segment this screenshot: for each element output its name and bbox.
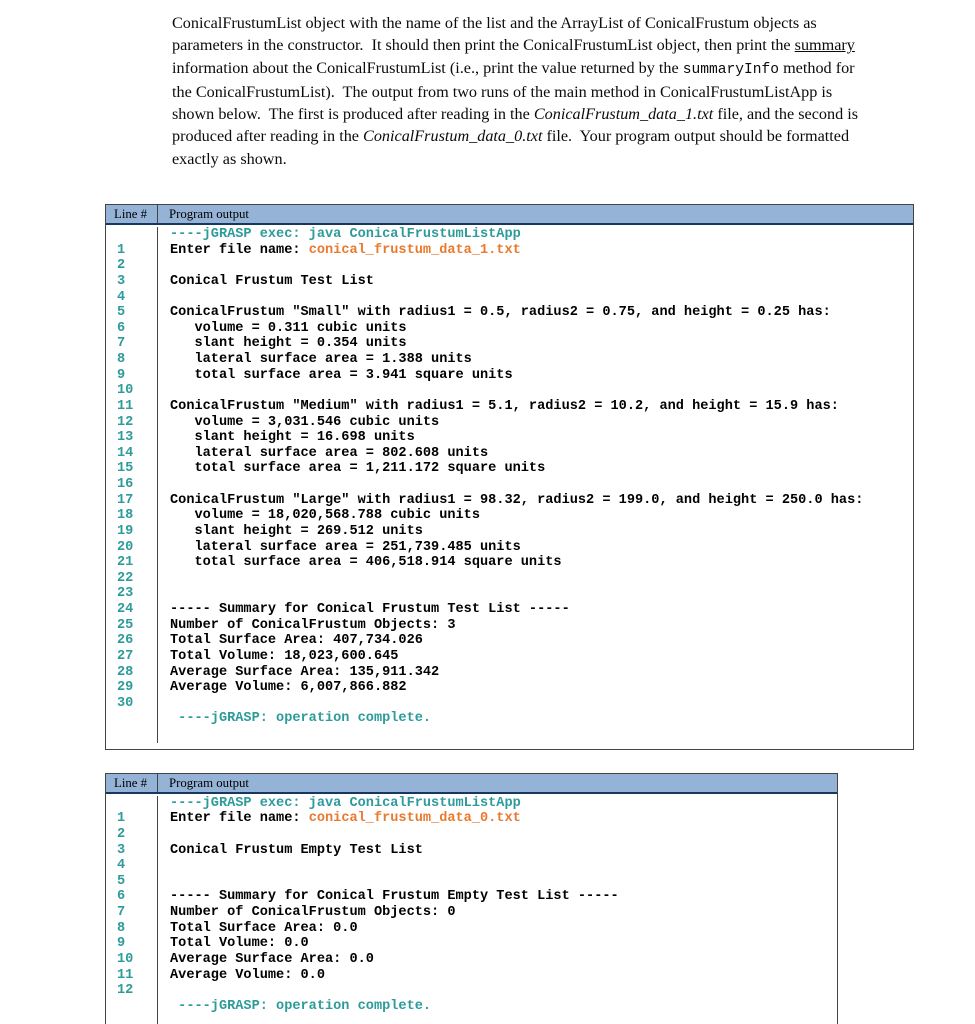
output-line [106,540,913,556]
line-text [158,290,913,306]
program-output-text: ConicalFrustum "Medium" with radius1 = 5.1, radius2 = 10.2, and height = 15.9 has: [170,398,839,414]
line-text [158,889,837,905]
line-number: 12 [106,983,158,999]
line-number [106,711,158,727]
line-text [158,446,913,462]
paragraph-run-underline: summary [794,36,855,55]
output-line [106,602,913,618]
output-line [106,274,913,290]
paragraph-run-normal: file. Your program output should be formatted exactly as shown. [172,127,854,168]
program-output-text: lateral surface area = 251,739.485 units [170,539,521,555]
output-line [106,461,913,477]
line-text [158,415,913,431]
output-line [106,555,913,571]
table-header [106,205,913,225]
output-line [106,999,837,1015]
output-line [106,968,837,984]
paragraph-run-italic: ConicalFrustum_data_1.txt [533,105,714,124]
line-number: 20 [106,540,158,556]
output-line [106,383,913,399]
line-text [158,874,837,890]
program-output-text: Total Surface Area: 0.0 [170,920,358,936]
line-text [158,493,913,509]
output-line [106,352,913,368]
line-number: 1 [106,243,158,259]
output-line [106,618,913,634]
program-output-text: slant height = 269.512 units [170,523,423,539]
line-text [158,352,913,368]
line-number [106,227,158,243]
line-number: 12 [106,415,158,431]
line-number: 4 [106,290,158,306]
line-number [106,1014,158,1024]
line-text [158,968,837,984]
program-output-text: Average Surface Area: 135,911.342 [170,664,440,680]
program-output-text: ----- Summary for Conical Frustum Test List ----- [170,602,570,618]
line-number: 6 [106,321,158,337]
output-line [106,571,913,587]
program-output-text: Average Volume: 0.0 [170,967,325,983]
line-number: 11 [106,399,158,415]
output-line [106,633,913,649]
table-header [106,774,837,794]
line-number: 9 [106,936,158,952]
line-number: 17 [106,493,158,509]
line-text [158,571,913,587]
line-number: 14 [106,446,158,462]
program-output-text: total surface area = 406,518.914 square units [170,555,562,571]
line-text [158,680,913,696]
line-text [158,508,913,524]
line-text [158,633,913,649]
table-body [106,225,913,749]
program-output-text: Number of ConicalFrustum Objects: 0 [170,905,456,921]
output-line [106,680,913,696]
line-text [158,1014,837,1024]
program-output-text: volume = 0.311 cubic units [170,320,407,336]
line-number: 28 [106,665,158,681]
output-line [106,649,913,665]
line-number: 27 [106,649,158,665]
line-text [158,430,913,446]
output-line [106,415,913,431]
line-text [158,843,837,859]
output-line [106,665,913,681]
output-line [106,508,913,524]
program-output-text: lateral surface area = 1.388 units [170,352,472,368]
output-line [106,811,837,827]
line-number: 2 [106,827,158,843]
line-number: 1 [106,811,158,827]
line-number: 7 [106,905,158,921]
line-number: 3 [106,274,158,290]
jgrasp-message-text: ----jGRASP: operation complete. [170,998,432,1014]
paragraph-run-normal: ConicalFrustumList object with the name of the list and the ArrayList of ConicalFrustum objects as parameters in the constructor. It should then print the ConicalFrustumList object, then print the [172,14,821,55]
table-body [106,794,837,1024]
output-table-run-2 [105,773,838,1024]
line-text [158,649,913,665]
line-text [158,368,913,384]
output-line [106,243,913,259]
line-number [106,796,158,812]
line-number: 16 [106,477,158,493]
output-line [106,727,913,743]
output-line [106,446,913,462]
line-text [158,727,913,743]
output-line [106,227,913,243]
line-number: 22 [106,571,158,587]
output-line [106,493,913,509]
line-number-column-header: Line # [106,774,158,792]
jgrasp-message-text: ----jGRASP exec: java ConicalFrustumListApp [170,795,521,811]
line-number [106,727,158,743]
line-text [158,524,913,540]
program-output-text: volume = 18,020,568.788 cubic units [170,508,480,524]
line-text [158,936,837,952]
user-input-text: conical_frustum_data_0.txt [308,811,521,827]
jgrasp-message-text: ----jGRASP: operation complete. [170,711,432,727]
program-output-text: Total Volume: 18,023,600.645 [170,648,399,664]
output-line [106,711,913,727]
line-number: 11 [106,968,158,984]
paragraph-run-mono: summaryInfo [682,61,780,78]
program-output-text: Conical Frustum Empty Test List [170,842,423,858]
paragraph-run-normal: information about the ConicalFrustumList (i.e., print the value returned by the [172,36,859,77]
line-number: 3 [106,843,158,859]
output-line [106,477,913,493]
output-line [106,336,913,352]
output-line [106,586,913,602]
line-number: 23 [106,586,158,602]
line-text [158,243,913,259]
line-text [158,618,913,634]
line-text [158,921,837,937]
line-text [158,399,913,415]
line-text [158,461,913,477]
output-line [106,936,837,952]
program-output-column-header: Program output [169,207,249,222]
output-line [106,874,837,890]
paragraph-run-normal: file, and the second is produced after reading in the [172,105,863,146]
line-text [158,602,913,618]
program-output-text: ----- Summary for Conical Frustum Empty Test List ----- [170,889,619,905]
line-number: 9 [106,368,158,384]
line-text [158,983,837,999]
program-output-text: ConicalFrustum "Small" with radius1 = 0.5, radius2 = 0.75, and height = 0.25 has: [170,305,831,321]
line-text [158,540,913,556]
output-line [106,399,913,415]
line-text [158,586,913,602]
output-line [106,321,913,337]
line-text [158,952,837,968]
line-text [158,665,913,681]
line-number: 10 [106,383,158,399]
program-output-text: Number of ConicalFrustum Objects: 3 [170,617,456,633]
line-number-column-header: Line # [106,205,158,223]
program-output-text: Average Volume: 6,007,866.882 [170,680,407,696]
line-text [158,555,913,571]
line-text [158,258,913,274]
line-number: 30 [106,696,158,712]
output-line [106,843,837,859]
line-number: 5 [106,874,158,890]
output-line [106,827,837,843]
line-text [158,336,913,352]
program-output-text: slant height = 16.698 units [170,430,415,446]
output-line [106,368,913,384]
output-line [106,858,837,874]
line-text [158,905,837,921]
output-line [106,952,837,968]
line-number [106,999,158,1015]
line-number: 5 [106,305,158,321]
line-number: 15 [106,461,158,477]
output-line [106,258,913,274]
line-text [158,999,837,1015]
line-text [158,477,913,493]
output-line [106,905,837,921]
line-text [158,383,913,399]
program-output-text: total surface area = 3.941 square units [170,367,513,383]
output-line [106,290,913,306]
line-number: 7 [106,336,158,352]
output-line [106,305,913,321]
output-line [106,696,913,712]
line-number: 19 [106,524,158,540]
program-output-text: ConicalFrustum "Large" with radius1 = 98.32, radius2 = 199.0, and height = 250.0 has: [170,492,864,508]
jgrasp-message-text: ----jGRASP exec: java ConicalFrustumListApp [170,227,521,243]
line-number: 6 [106,889,158,905]
program-output-text: Conical Frustum Test List [170,273,374,289]
paragraph-run-normal: method for the ConicalFrustumList). The output from two runs of the main method in ConicalFrustumListApp is shown below. The first is produced after reading in the [172,58,859,124]
line-number: 29 [106,680,158,696]
output-line [106,1014,837,1024]
line-number: 25 [106,618,158,634]
line-text [158,811,837,827]
program-output-text: volume = 3,031.546 cubic units [170,414,440,430]
output-line [106,921,837,937]
program-output-text: total surface area = 1,211.172 square units [170,461,546,477]
line-text [158,796,837,812]
line-text [158,305,913,321]
line-text [158,711,913,727]
user-input-text: conical_frustum_data_1.txt [308,242,521,258]
program-output-text: slant height = 0.354 units [170,336,407,352]
program-output-text: Total Volume: 0.0 [170,936,309,952]
line-number: 10 [106,952,158,968]
paragraph-run-italic: ConicalFrustum_data_0.txt [363,127,543,146]
output-line [106,796,837,812]
line-text [158,827,837,843]
line-number: 26 [106,633,158,649]
program-output-text: Total Surface Area: 407,734.026 [170,633,423,649]
line-text [158,858,837,874]
line-text [158,696,913,712]
line-number: 21 [106,555,158,571]
program-output-text: Enter file name: [170,811,309,827]
output-line [106,524,913,540]
program-output-text: Enter file name: [170,242,309,258]
output-table-run-1 [105,204,914,750]
program-output-text: lateral surface area = 802.608 units [170,445,489,461]
program-output-text: Average Surface Area: 0.0 [170,951,374,967]
line-number: 2 [106,258,158,274]
line-text [158,274,913,290]
line-number: 8 [106,352,158,368]
line-number: 8 [106,921,158,937]
intro-paragraph [172,12,872,170]
program-output-column-header: Program output [169,775,249,790]
line-number: 18 [106,508,158,524]
output-line [106,430,913,446]
output-line [106,983,837,999]
line-number: 13 [106,430,158,446]
output-line [106,889,837,905]
line-text [158,321,913,337]
line-number: 4 [106,858,158,874]
line-text [158,227,913,243]
line-number: 24 [106,602,158,618]
